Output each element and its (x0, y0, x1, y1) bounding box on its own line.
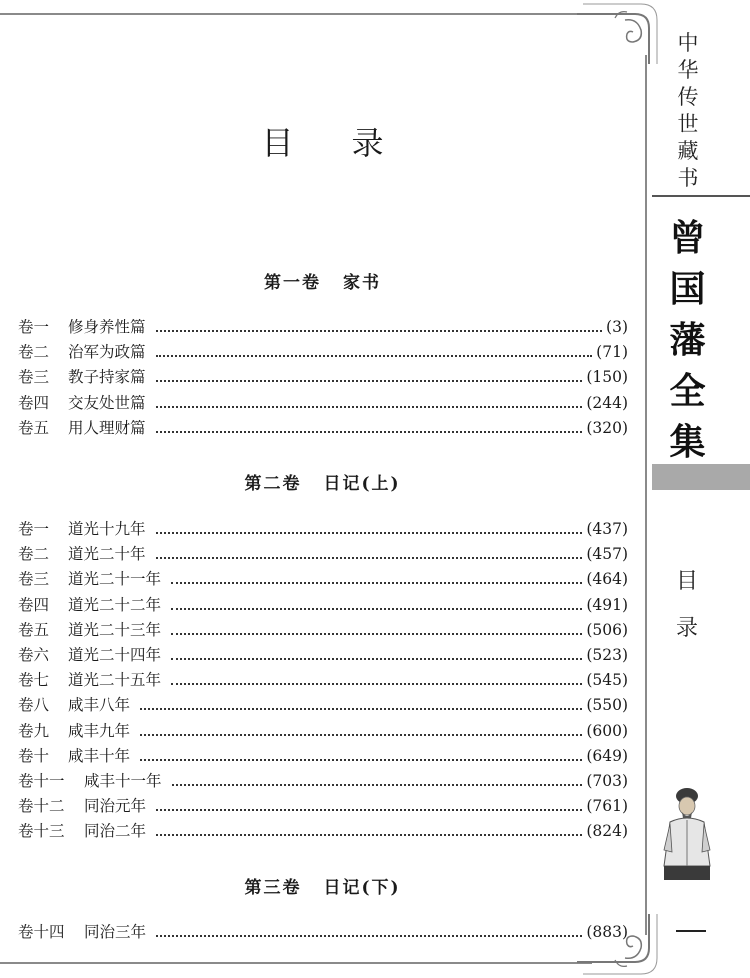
toc-title: 修身养性篇 (68, 318, 146, 336)
toc-entry[interactable] (18, 542, 628, 567)
toc-entry[interactable] (18, 744, 628, 769)
toc-entry[interactable] (18, 668, 628, 693)
toc-leader-dots (156, 430, 583, 433)
toc-page-number: (457) (586, 545, 628, 564)
book-title-char: 藩 (669, 319, 706, 361)
toc-title: 咸丰十年 (68, 746, 131, 765)
toc-list-3 (18, 920, 628, 945)
toc-page-number: (244) (586, 393, 628, 412)
toc-leader-dots (156, 354, 593, 357)
toc-leader-dots (156, 556, 583, 559)
frame-bottom-border (0, 962, 592, 964)
section-label-char: 目 (675, 569, 698, 594)
series-char: 传 (677, 85, 699, 109)
sidebar-series-title (668, 30, 708, 192)
sidebar-section-label (662, 558, 712, 652)
book-title-char: 全 (669, 370, 706, 412)
book-title-char: 国 (669, 268, 706, 310)
toc-page-number: (761) (586, 797, 628, 816)
toc-leader-dots (140, 733, 582, 736)
toc-leader-dots (171, 632, 582, 635)
series-char: 世 (677, 112, 699, 136)
toc-entry[interactable] (18, 794, 628, 819)
toc-entry[interactable] (18, 618, 628, 643)
toc-page-number: (506) (586, 620, 628, 639)
toc-title: 用人理财篇 (68, 418, 146, 437)
section-number: 第二卷 (244, 474, 302, 494)
toc-entry[interactable] (18, 517, 628, 542)
toc-leader-dots (156, 833, 582, 836)
toc-page-number: (883) (586, 923, 628, 941)
toc-title: 咸丰八年 (68, 696, 131, 715)
toc-page-number: (150) (586, 368, 628, 387)
toc-leader-dots (156, 531, 583, 534)
toc-volume: 卷四 (18, 595, 50, 614)
toc-page-number: (824) (586, 822, 628, 841)
toc-page-number: (550) (586, 696, 628, 715)
toc-entry[interactable] (18, 567, 628, 592)
toc-volume: 卷九 (18, 721, 50, 740)
series-char: 书 (677, 166, 699, 190)
sidebar-divider (652, 195, 750, 197)
toc-title: 治军为政篇 (68, 343, 146, 362)
toc-volume: 卷五 (18, 620, 50, 639)
toc-title: 同治三年 (84, 923, 147, 941)
toc-page-number: (523) (586, 645, 628, 664)
section-number: 第一卷 (264, 273, 321, 293)
section-heading-1 (0, 268, 645, 293)
toc-volume: 卷十二 (18, 797, 65, 816)
toc-page-number: (3) (606, 318, 628, 336)
toc-volume: 卷八 (18, 696, 50, 715)
toc-leader-dots (156, 808, 582, 811)
toc-entry[interactable] (18, 819, 628, 844)
toc-volume: 卷十三 (18, 822, 65, 841)
toc-page-number: (320) (586, 418, 628, 437)
toc-entry[interactable] (18, 593, 628, 618)
toc-entry[interactable] (18, 920, 628, 945)
series-char: 华 (677, 58, 699, 82)
toc-list-2 (18, 517, 628, 844)
toc-title: 交友处世篇 (68, 393, 146, 412)
toc-page-number: (71) (596, 343, 628, 362)
section-label-char: 录 (675, 616, 698, 641)
toc-leader-dots (171, 682, 582, 685)
sidebar-gray-band (652, 464, 750, 490)
toc-entry[interactable] (18, 365, 628, 390)
toc-entry[interactable] (18, 769, 628, 794)
toc-entry[interactable] (18, 315, 628, 340)
toc-volume: 卷二 (18, 545, 50, 564)
toc-title: 道光十九年 (68, 520, 146, 538)
toc-leader-dots (140, 707, 582, 710)
toc-entry[interactable] (18, 693, 628, 718)
toc-title: 道光二十四年 (68, 645, 162, 664)
section-name: 家书 (343, 273, 381, 293)
toc-title: 道光二十五年 (68, 671, 162, 690)
toc-volume: 卷一 (18, 318, 50, 336)
frame-right-border (645, 55, 647, 935)
toc-entry[interactable] (18, 719, 628, 744)
toc-leader-dots (156, 329, 603, 332)
toc-volume: 卷十四 (18, 923, 65, 941)
portrait-figure-icon (656, 782, 718, 882)
toc-title: 道光二十年 (68, 545, 146, 564)
series-char: 中 (677, 31, 699, 55)
book-title-char: 集 (669, 421, 706, 463)
toc-volume: 卷一 (18, 520, 50, 538)
section-heading-3 (0, 873, 645, 898)
toc-title: 道光二十三年 (68, 620, 162, 639)
frame-top-border (0, 13, 592, 15)
section-heading-2 (0, 469, 645, 494)
toc-volume: 卷四 (18, 393, 50, 412)
toc-leader-dots (156, 405, 583, 408)
toc-title: 咸丰十一年 (84, 771, 162, 790)
sidebar-book-title (660, 213, 715, 468)
toc-volume: 卷三 (18, 368, 50, 387)
toc-volume: 卷二 (18, 343, 50, 362)
toc-page-number: (491) (586, 595, 628, 614)
toc-entry[interactable] (18, 643, 628, 668)
toc-page-number: (437) (586, 520, 628, 538)
toc-page-number: (703) (586, 771, 628, 790)
toc-list-1 (18, 315, 628, 441)
toc-title: 同治二年 (84, 822, 147, 841)
series-char: 藏 (677, 139, 699, 163)
toc-leader-dots (156, 379, 583, 382)
toc-volume: 卷六 (18, 645, 50, 664)
toc-leader-dots (140, 758, 582, 761)
toc-volume: 卷五 (18, 418, 50, 437)
page-title: 目录 (261, 124, 442, 162)
toc-leader-dots (172, 783, 583, 786)
toc-title: 道光二十一年 (68, 570, 162, 589)
toc-title: 同治元年 (84, 797, 147, 816)
toc-volume: 卷七 (18, 671, 50, 690)
toc-leader-dots (171, 657, 582, 660)
toc-leader-dots (171, 607, 582, 610)
toc-volume: 卷三 (18, 570, 50, 589)
toc-entry[interactable] (18, 340, 628, 365)
page-number-mark (676, 930, 706, 932)
toc-page-number: (649) (586, 746, 628, 765)
toc-page-number: (545) (586, 671, 628, 690)
toc-entry[interactable] (18, 416, 628, 441)
toc-title: 教子持家篇 (68, 368, 146, 387)
section-name: 日记(下) (323, 878, 401, 898)
toc-volume: 卷十一 (18, 771, 65, 790)
toc-title: 咸丰九年 (68, 721, 131, 740)
toc-page-number: (464) (586, 570, 628, 589)
toc-entry[interactable] (18, 391, 628, 416)
section-number: 第三卷 (244, 878, 302, 898)
section-name: 日记(上) (323, 474, 401, 494)
toc-leader-dots (156, 934, 582, 937)
book-title-char: 曾 (669, 217, 706, 259)
toc-leader-dots (171, 581, 582, 584)
toc-title: 道光二十二年 (68, 595, 162, 614)
corner-ornament-top-icon (575, 0, 659, 64)
toc-page-number: (600) (586, 721, 628, 740)
toc-volume: 卷十 (18, 746, 50, 765)
